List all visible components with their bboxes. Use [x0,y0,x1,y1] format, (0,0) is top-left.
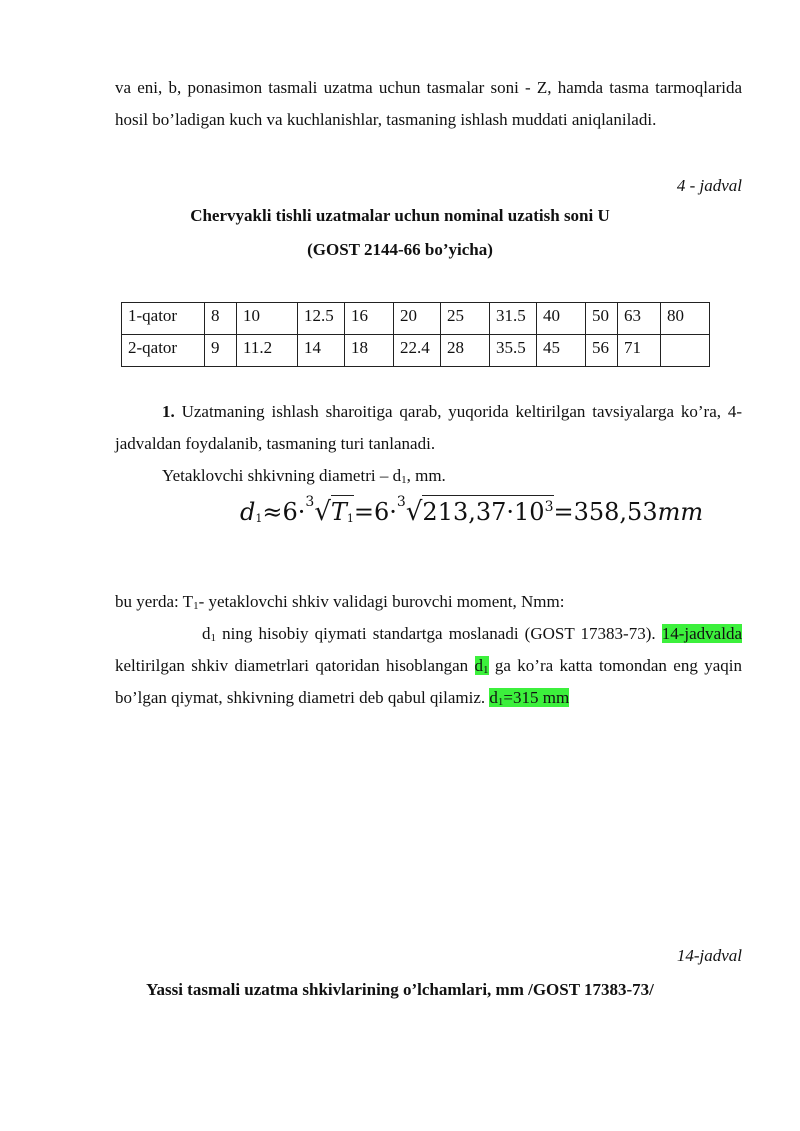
formula-eq1: =6· [353,498,397,526]
formula-t-sub: 1 [346,512,354,525]
highlight-result [489,688,569,707]
step1-paragraph [115,396,742,460]
table-cell: 25 [441,303,490,335]
table-cell: 35.5 [490,335,537,367]
diameter-sub: 1 [401,474,407,486]
where-text: bu yerda: T [115,592,194,611]
table-cell: 12.5 [298,303,345,335]
table-cell [661,335,710,367]
d-sub: 1 [210,632,216,644]
table14-title: Yassi tasmali uzatma shkivlarining o’lchamlari, mm /GOST 17383-73/ [146,980,654,999]
result-value: =315 mm [503,688,570,707]
table-cell: 31.5 [490,303,537,335]
where-sub: 1 [193,600,199,612]
d-symbol: d [489,688,498,707]
table-cell: 63 [618,303,661,335]
table-cell: 50 [586,303,618,335]
cube-root [305,495,354,527]
table-cell: 16 [345,303,394,335]
table-cell: 71 [618,335,661,367]
root-sign-icon: √ [405,497,423,527]
formula-lhs: d [240,498,256,526]
table-cell: 9 [205,335,237,367]
intro-paragraph: va eni, b, ponasimon tasmali uzatma uchun tasmalar soni - Z, hamda tasma tarmoqlarida hosil bo’ladigan kuch va kuchlanishlar, tasmaning ishlash muddati aniqlaniladi. [115,78,742,129]
root-sign-icon: √ [314,497,331,527]
table-cell: 22.4 [394,335,441,367]
table-cell: 8 [205,303,237,335]
highlight-d1 [475,656,489,675]
table-cell: 2-qator [122,335,205,367]
diameter-text: Yetaklovchi shkivning diametri – d [162,466,402,485]
standard-text-2: keltirilgan shkiv diametrlari qatoridan hisoblangan [115,656,475,675]
formula-result: =358,53 [553,498,658,526]
table-cell: 56 [586,335,618,367]
radicand [331,495,354,526]
standard-text-1: ning hisobiy qiymati standartga moslanadi (GOST 17383-73). [216,624,662,643]
where-line [115,586,742,618]
table-cell: 40 [537,303,586,335]
standard-text-3: ga ko’ra katta tomondan eng yaqin bo’lgan qiymat, shkivning diametri deb qabul qilamiz. [115,656,742,707]
table4-label: 4 - jadval [676,176,742,195]
formula-approx: ≈6· [262,498,306,526]
table-row [122,303,710,335]
standard-paragraph [115,618,742,714]
table4-subtitle: (GOST 2144-66 bo’yicha) [307,240,493,259]
table-cell: 10 [237,303,298,335]
radicand-value [422,495,553,526]
table-cell: 14 [298,335,345,367]
formula-exp: 3 [544,499,554,515]
table-cell: 45 [537,335,586,367]
table-cell: 20 [394,303,441,335]
diameter-tail: , mm. [406,466,446,485]
table-cell: 1-qator [122,303,205,335]
table14-label: 14-jadval [676,946,742,965]
table-row [122,335,710,367]
table-cell: 18 [345,335,394,367]
formula-value: 213,37·10 [422,498,545,526]
table-cell: 11.2 [237,335,298,367]
table-cell: 80 [661,303,710,335]
table4-title: Chervyakli tishli uzatmalar uchun nominal uzatish soni U [190,206,610,225]
highlight-table-ref: 14-jadvalda [661,624,742,643]
cube-root-2 [397,495,554,527]
diameter-line [115,460,742,492]
root-index: 3 [305,494,315,510]
formula-lhs-sub: 1 [255,512,263,525]
formula-unit: mm [657,498,704,526]
step-number: 1. [162,402,175,421]
d-symbol: d [202,624,211,643]
d-symbol: d [474,656,483,675]
formula-t: T [330,498,347,526]
gost-ratio-table [121,302,710,367]
table-cell: 28 [441,335,490,367]
d-sub: 1 [497,696,504,708]
where-text-tail: - yetaklovchi shkiv validagi burovchi moment, Nmm: [198,592,565,611]
d-sub: 1 [483,664,489,676]
root-index: 3 [396,494,406,510]
step1-text: Uzatmaning ishlash sharoitiga qarab, yuqorida keltirilgan tavsiyalarga ko’ra, 4-jadvaldan foydalanib, tasmaning turi tanlanadi. [115,402,743,453]
diameter-formula [240,495,703,527]
